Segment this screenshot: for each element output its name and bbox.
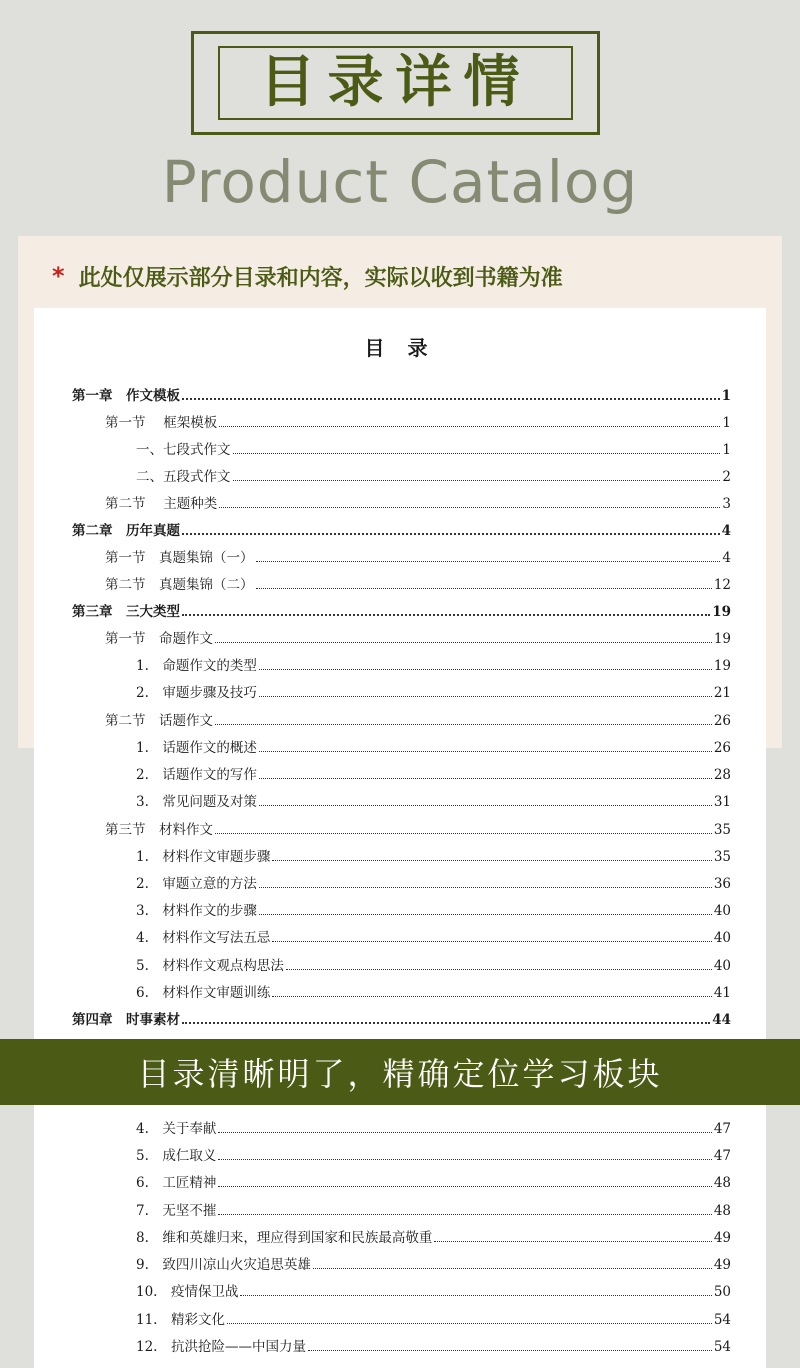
toc-page-number: 12 xyxy=(713,576,731,593)
toc-dot-leader xyxy=(272,940,711,942)
toc-item-row xyxy=(136,980,731,1000)
toc-dot-leader xyxy=(259,750,712,752)
toc-dot-leader xyxy=(182,532,720,535)
toc-section-row xyxy=(105,491,731,511)
toc-section-row xyxy=(105,545,731,565)
toc-dot-leader xyxy=(182,613,710,616)
title-inner-frame xyxy=(218,46,573,120)
toc-entry-label: 7. 无坚不摧 xyxy=(136,1202,217,1219)
toc-page-number: 36 xyxy=(713,875,731,892)
toc-page-number: 31 xyxy=(713,793,731,810)
toc-item-row xyxy=(136,1307,731,1327)
toc-page-number: 48 xyxy=(713,1174,731,1191)
toc-entry-label: 11. 精彩文化 xyxy=(136,1311,225,1328)
toc-entry-label: 5. 材料作文观点构思法 xyxy=(136,957,284,974)
page-title: 目录详情 xyxy=(259,50,532,115)
toc-entry-label: 6. 材料作文审题训练 xyxy=(136,984,271,1001)
toc-page-number: 35 xyxy=(713,848,731,865)
toc-dot-leader xyxy=(218,1158,711,1160)
toc-dot-leader xyxy=(272,995,711,997)
toc-document xyxy=(34,308,766,1368)
toc-item-row xyxy=(136,898,731,918)
toc-page-number: 28 xyxy=(713,766,731,783)
toc-dot-leader xyxy=(313,1267,712,1269)
toc-entry-label: 4. 关于奉献 xyxy=(136,1120,217,1137)
toc-entry-label: 第三章 三大类型 xyxy=(72,603,180,620)
toc-page-number: 35 xyxy=(713,821,731,838)
toc-entry-label: 2. 话题作文的写作 xyxy=(136,766,257,783)
toc-entry-label: 1. 命题作文的类型 xyxy=(136,657,257,674)
toc-page-number: 48 xyxy=(713,1202,731,1219)
asterisk-icon: * xyxy=(52,262,65,290)
toc-dot-leader xyxy=(233,452,721,454)
toc-dot-leader xyxy=(182,1021,710,1024)
toc-item-row xyxy=(136,680,731,700)
toc-item-row xyxy=(136,844,731,864)
toc-entry-label: 一、七段式作文 xyxy=(136,441,231,458)
toc-page-number: 40 xyxy=(713,957,731,974)
toc-dot-leader xyxy=(227,1322,712,1324)
toc-dot-leader xyxy=(259,913,712,915)
toc-dot-leader xyxy=(259,777,712,779)
toc-dot-leader xyxy=(272,859,711,861)
toc-page-number: 1 xyxy=(722,414,731,431)
toc-entry-label: 2. 审题步骤及技巧 xyxy=(136,684,257,701)
toc-page-number: 19 xyxy=(713,630,731,647)
toc-page-number: 19 xyxy=(713,657,731,674)
toc-entry-label: 第一章 作文模板 xyxy=(72,387,180,404)
toc-entry-label: 第二节 话题作文 xyxy=(105,712,213,729)
toc-page-number: 1 xyxy=(721,387,731,404)
toc-dot-leader xyxy=(256,587,712,589)
toc-item-row xyxy=(136,953,731,973)
toc-page-number: 47 xyxy=(713,1120,731,1137)
toc-entry-label: 第二节 主题种类 xyxy=(105,495,218,512)
toc-section-row xyxy=(105,708,731,728)
toc-dot-leader xyxy=(215,832,712,834)
toc-entry-label: 第一节 框架模板 xyxy=(105,414,218,431)
toc-item-row xyxy=(136,925,731,945)
toc-page-number: 26 xyxy=(713,712,731,729)
toc-dot-leader xyxy=(218,1131,711,1133)
toc-entry-label: 第二章 历年真题 xyxy=(72,522,180,539)
toc-section-row xyxy=(105,626,731,646)
toc-page-number: 54 xyxy=(713,1311,731,1328)
toc-page-number: 54 xyxy=(713,1338,731,1355)
notice-text: 此处仅展示部分目录和内容，实际以收到书籍为准 xyxy=(78,265,563,291)
toc-dot-leader xyxy=(215,641,712,643)
toc-section-row xyxy=(105,817,731,837)
toc-dot-leader xyxy=(259,804,712,806)
toc-dot-leader xyxy=(218,1213,711,1215)
toc-item-row xyxy=(136,871,731,891)
toc-dot-leader xyxy=(256,560,721,562)
notice-line xyxy=(52,261,563,291)
toc-chapter-row xyxy=(72,1007,731,1027)
toc-item-row xyxy=(136,464,731,484)
toc-dot-leader xyxy=(308,1349,712,1351)
toc-page-number: 1 xyxy=(722,441,731,458)
toc-dot-leader xyxy=(240,1294,711,1296)
toc-dot-leader xyxy=(218,1185,711,1187)
toc-page-number: 49 xyxy=(713,1229,731,1246)
toc-entry-label: 5. 成仁取义 xyxy=(136,1147,217,1164)
toc-item-row xyxy=(136,1252,731,1272)
toc-item-row xyxy=(136,1143,731,1163)
toc-entry-label: 1. 材料作文审题步骤 xyxy=(136,848,271,865)
toc-entry-label: 8. 维和英雄归来，理应得到国家和民族最高敬重 xyxy=(136,1229,433,1246)
toc-entry-label: 第二节 真题集锦（二） xyxy=(105,576,254,593)
toc-item-row xyxy=(136,1334,731,1354)
banner-text: 目录清晰明了，精确定位学习板块 xyxy=(137,1055,663,1093)
toc-page-number: 40 xyxy=(713,902,731,919)
toc-entry-label: 第四章 时事素材 xyxy=(72,1011,180,1028)
toc-item-row xyxy=(136,1198,731,1218)
toc-entry-label: 3. 常见问题及对策 xyxy=(136,793,257,810)
toc-item-row xyxy=(136,437,731,457)
toc-dot-leader xyxy=(259,886,712,888)
toc-page-number: 40 xyxy=(713,929,731,946)
toc-item-row xyxy=(136,1225,731,1245)
toc-dot-leader xyxy=(219,425,720,427)
toc-item-row xyxy=(136,789,731,809)
toc-entry-label: 3. 材料作文的步骤 xyxy=(136,902,257,919)
toc-item-row xyxy=(136,1279,731,1299)
toc-item-row xyxy=(136,1116,731,1136)
toc-chapter-row xyxy=(72,383,731,403)
toc-entry-label: 二、五段式作文 xyxy=(136,468,231,485)
toc-item-row xyxy=(136,735,731,755)
toc-entry-label: 第一节 命题作文 xyxy=(105,630,213,647)
toc-page-number: 2 xyxy=(722,468,731,485)
toc-page-number: 49 xyxy=(713,1256,731,1273)
toc-page-number: 21 xyxy=(713,684,731,701)
toc-page-number: 41 xyxy=(713,984,731,1001)
toc-section-row xyxy=(105,572,731,592)
toc-dot-leader xyxy=(434,1240,711,1242)
toc-entry-label: 4. 材料作文写法五忌 xyxy=(136,929,271,946)
toc-entry-label: 10. 疫情保卫战 xyxy=(136,1283,239,1300)
toc-page-number: 26 xyxy=(713,739,731,756)
toc-chapter-row xyxy=(72,518,731,538)
toc-entry-label: 6. 工匠精神 xyxy=(136,1174,217,1191)
toc-entry-label: 第一节 真题集锦（一） xyxy=(105,549,254,566)
toc-page-number: 3 xyxy=(722,495,731,512)
bottom-banner xyxy=(0,1039,800,1105)
title-frame xyxy=(191,31,600,135)
toc-entry-label: 2. 审题立意的方法 xyxy=(136,875,257,892)
toc-entry-label: 9. 致四川凉山火灾追思英雄 xyxy=(136,1256,311,1273)
toc-entry-label: 12. 抗洪抢险——中国力量 xyxy=(136,1338,306,1355)
toc-page-number: 47 xyxy=(713,1147,731,1164)
toc-page-number: 4 xyxy=(721,522,731,539)
toc-dot-leader xyxy=(286,968,712,970)
toc-title: 目 录 xyxy=(364,336,436,360)
toc-item-row xyxy=(136,1170,731,1190)
toc-dot-leader xyxy=(259,668,712,670)
toc-dot-leader xyxy=(182,397,720,400)
toc-item-row xyxy=(136,653,731,673)
toc-page-number: 44 xyxy=(712,1011,731,1028)
toc-item-row xyxy=(136,762,731,782)
toc-page-number: 50 xyxy=(713,1283,731,1300)
toc-dot-leader xyxy=(259,695,712,697)
toc-entry-label: 第三节 材料作文 xyxy=(105,821,213,838)
toc-entry-label: 1. 话题作文的概述 xyxy=(136,739,257,756)
toc-page-number: 19 xyxy=(712,603,731,620)
toc-dot-leader xyxy=(215,723,712,725)
toc-dot-leader xyxy=(219,506,720,508)
toc-page-number: 4 xyxy=(722,549,731,566)
toc-dot-leader xyxy=(233,479,721,481)
toc-chapter-row xyxy=(72,599,731,619)
toc-section-row xyxy=(105,410,731,430)
page-subtitle: Product Catalog xyxy=(161,148,639,216)
